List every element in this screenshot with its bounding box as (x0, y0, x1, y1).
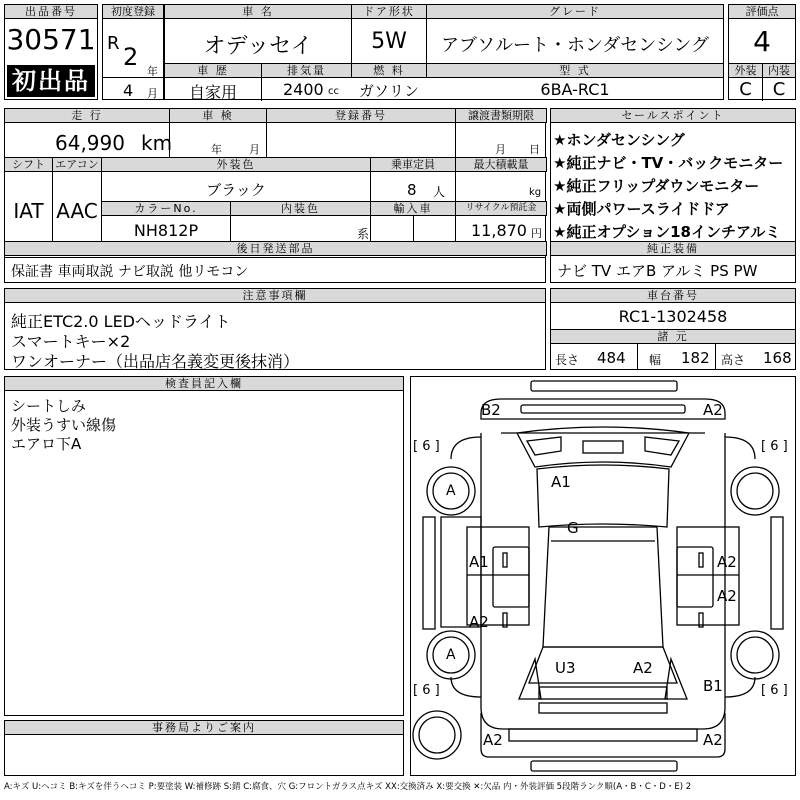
note-line-2: スマートキー×2 (11, 332, 131, 351)
mark-front-left: B2 (481, 401, 501, 419)
inspector-box (4, 376, 404, 716)
displacement-label: 排気量 (261, 63, 352, 78)
later-parts-label: 後日発送部品 (4, 241, 547, 256)
registration-label: 初度登録 (102, 4, 164, 19)
transfer-day-unit-text: 日 (529, 143, 540, 156)
interior-label: 内装 (762, 63, 796, 78)
mark-right-rear-door: A2 (717, 587, 737, 605)
score: 4 (753, 25, 771, 58)
cc-unit: cc (328, 86, 339, 97)
import-label: 輸入車 (370, 201, 456, 216)
model-label: 型 式 (426, 63, 724, 78)
kei-unit: 系 (357, 227, 370, 241)
mark-left-front-door: A1 (469, 553, 489, 571)
ac-label: エアコン (52, 157, 102, 172)
equipment-label: 純正装備 (550, 241, 796, 256)
later-parts-box (4, 257, 546, 283)
mileage-label: 走 行 (4, 108, 170, 123)
length-label: 長さ (555, 353, 580, 367)
inspection-year-unit: 年 (211, 143, 222, 156)
mark-rear-right: A2 (633, 659, 653, 677)
grade-label: グレード (426, 4, 724, 19)
person-unit: 人 (433, 185, 446, 199)
yen-unit: 円 (531, 227, 542, 240)
car-info-box (164, 4, 724, 100)
sales-point-1: ★ホンダセンシング (553, 131, 685, 149)
sales-points-label: セールスポイント (550, 108, 796, 123)
year-unit: 年 (147, 65, 158, 78)
mark-rear-left: U3 (555, 659, 576, 677)
sales-point-3: ★純正フリップダウンモニター (553, 177, 760, 195)
car-name: オデッセイ (203, 34, 313, 59)
later-parts: 保証書 車両取説 ナビ取説 他リモコン (11, 264, 249, 280)
office-box (4, 720, 404, 776)
km-unit: km (141, 131, 173, 155)
lot-number-label: 出品番号 (4, 4, 98, 19)
equipment: ナビ TV エアB アルミ PS PW (557, 262, 758, 280)
exterior-grade: C (739, 79, 752, 100)
inspector-line-3: エアロ下A (11, 435, 82, 453)
transfer-label: 譲渡書類期限 (455, 108, 547, 123)
tire-front-left: A (446, 483, 456, 499)
era: R (107, 33, 120, 54)
transfer-month-unit: 月 (495, 143, 506, 156)
capacity: 8 (407, 181, 417, 199)
color-no-label: カラーNo. (101, 201, 231, 216)
color-number: NH812P (133, 221, 199, 240)
notes-box (4, 288, 546, 370)
chassis-label: 車台番号 (550, 288, 796, 303)
fuel: ガソリン (358, 82, 419, 100)
tread-rear-right: [ 6 ] (761, 683, 788, 698)
height-label: 高さ (721, 353, 746, 367)
mark-windshield: G (567, 519, 579, 537)
car-diagram-box (410, 376, 796, 776)
reg-month: 4 (123, 81, 134, 100)
mileage: 64,990 (55, 131, 125, 155)
kg-unit: kg (529, 187, 542, 198)
mark-front-right: A2 (703, 401, 723, 419)
first-listing-badge: 初出品 (7, 65, 95, 97)
inspector-label: 検査員記入欄 (4, 376, 404, 391)
recycle-fee: 11,870 (471, 221, 527, 240)
plate-label: 登録番号 (266, 108, 456, 123)
tread-front-right: [ 6 ] (761, 439, 788, 454)
lot-number-box (4, 4, 98, 100)
score-label: 評価点 (728, 4, 796, 19)
mark-hood: A1 (551, 473, 571, 491)
inspection-label: 車 検 (169, 108, 267, 123)
ac: AAC (56, 199, 98, 223)
displacement: 2400 (283, 80, 324, 99)
shift-label: シフト (4, 157, 53, 172)
height: 168 (763, 349, 792, 367)
mark-left-rear-door: A2 (469, 613, 489, 631)
dims-label: 諸 元 (550, 329, 796, 344)
tire-rear-left: A (446, 647, 456, 663)
car-diagram (411, 377, 795, 775)
recycle-label: リサイクル預託金 (455, 201, 547, 216)
registration-box (102, 4, 164, 100)
sales-point-2: ★純正ナビ・TV・バックモニター (553, 154, 784, 172)
inspection-month-unit: 月 (249, 143, 260, 156)
mark-rear-bumper-left: A2 (483, 731, 503, 749)
vehicle-details-box (4, 108, 546, 258)
office-label: 事務局よりご案内 (4, 720, 404, 735)
chassis-number: RC1-1302458 (618, 307, 728, 326)
interior-color-label: 内装色 (230, 201, 371, 216)
mark-rear-bumper-right: A2 (703, 731, 723, 749)
sales-points-box (550, 108, 796, 242)
sales-point-5: ★純正オプション18インチアルミ (553, 223, 781, 241)
grade: アブソルート・ホンダセンシング (440, 35, 710, 56)
length: 484 (597, 349, 626, 367)
equipment-box (550, 241, 796, 283)
capacity-label: 乗車定員 (370, 157, 456, 172)
inspector-line-2: 外装うすい線傷 (11, 416, 117, 434)
max-load-label: 最大積載量 (455, 157, 547, 172)
door-type: 5W (371, 29, 407, 54)
notes-label: 注意事項欄 (4, 288, 546, 303)
tread-front-left: [ 6 ] (413, 439, 440, 454)
exterior-label: 外装 (728, 63, 763, 78)
chassis-box (550, 288, 796, 370)
sales-point-4: ★両側パワースライドドア (553, 200, 730, 218)
month-unit: 月 (147, 87, 158, 100)
note-line-3: ワンオーナー（出品店名義変更後抹消） (11, 352, 300, 371)
model: 6BA-RC1 (540, 80, 610, 99)
tread-rear-left: [ 6 ] (413, 683, 440, 698)
color-label: 外装色 (101, 157, 371, 172)
door-label: ドア形状 (351, 4, 427, 19)
reg-year: 2 (123, 43, 139, 71)
exterior-color: ブラック (206, 181, 266, 199)
inspector-line-1: シートしみ (11, 397, 87, 415)
fuel-label: 燃 料 (351, 63, 427, 78)
width: 182 (681, 349, 710, 367)
legend: A:キズ U:ヘコミ B:キズを伴うヘコミ P:要塗装 W:補修跡 S:錆 C:腐食、穴 G:フロントガラス点キズ XX:交換済み X:要交換 ✕:欠品 内・外装評価 5段階ランク順(A・B・C・D・E) 2 (4, 782, 692, 792)
history: 自家用 (188, 83, 237, 102)
mark-rear-fender-right: B1 (703, 677, 723, 695)
car-name-label: 車 名 (164, 4, 352, 19)
history-label: 車 歴 (164, 63, 262, 78)
score-box (728, 4, 796, 100)
mark-right-front-door: A2 (717, 553, 737, 571)
shift: IAT (13, 199, 44, 223)
note-line-1: 純正ETC2.0 LEDヘッドライト (11, 312, 231, 331)
lot-number: 30571 (6, 23, 96, 56)
interior-grade: C (772, 79, 786, 100)
width-label: 幅 (649, 353, 662, 367)
